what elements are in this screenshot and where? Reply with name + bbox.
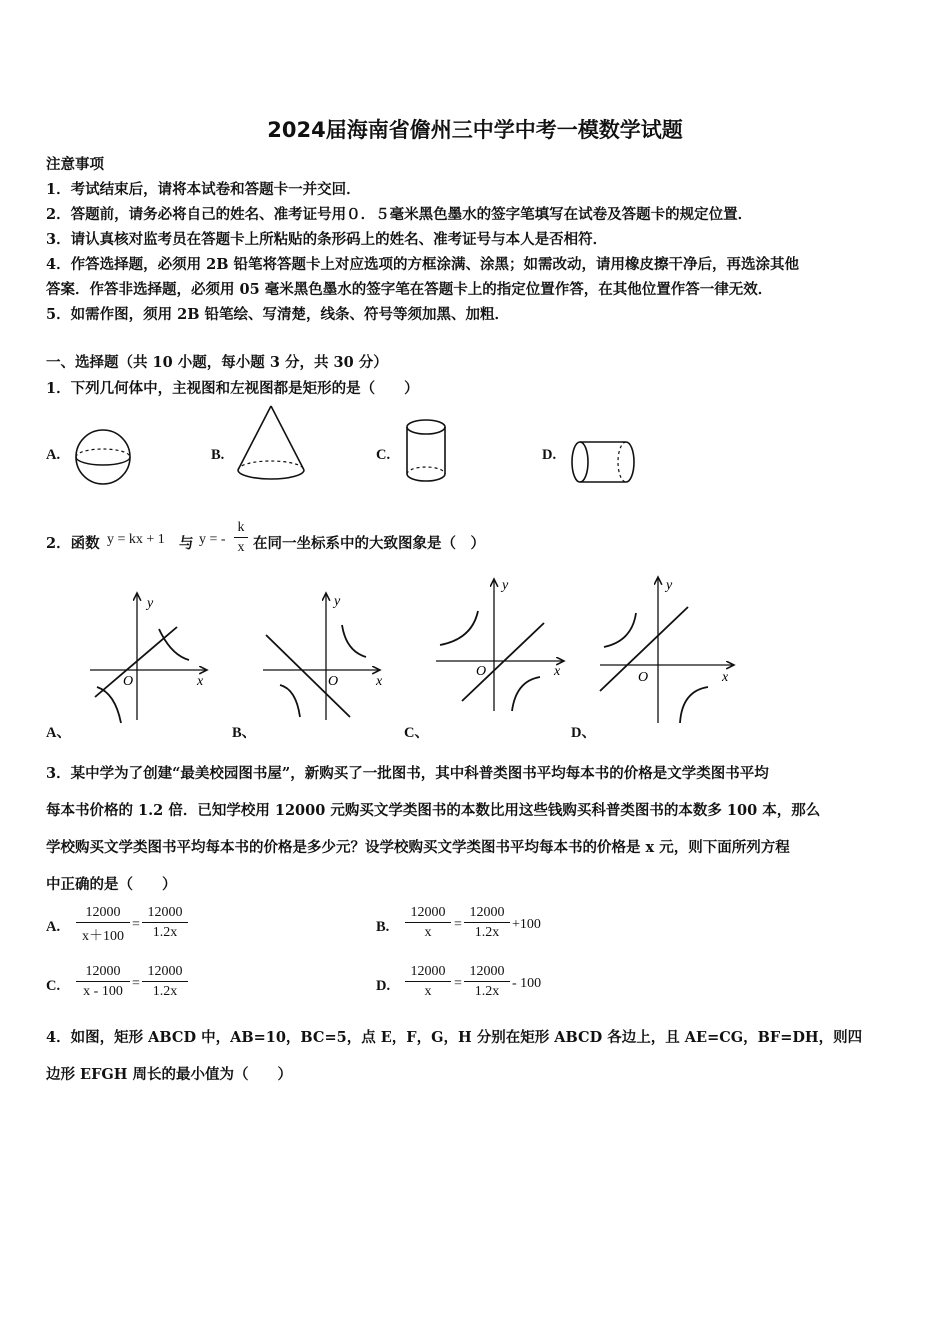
notice-heading: 注意事项: [46, 156, 104, 173]
notice-item-5: 5．如需作图，须用 2B 铅笔绘、写清楚，线条、符号等须加黑、加粗．: [46, 306, 510, 323]
q3c-n2: 12000: [147, 964, 183, 979]
q3d-tail: - 100: [512, 976, 542, 991]
q2b-y-label: y: [334, 594, 341, 609]
q1-option-a: A.: [46, 447, 61, 463]
q3b-d1: x: [405, 922, 451, 941]
notice-item-2: 2．答题前，请务必将自己的姓名、准考证号用０．５毫米黑色墨水的签字笔填写在试卷及答题卡的规定位置．: [46, 206, 753, 223]
q3-option-b: B.: [376, 919, 390, 935]
q3d-d2: 1.2x: [464, 981, 510, 1000]
lying-cylinder-icon: [570, 440, 638, 484]
q3a-fraction-left: [76, 905, 130, 945]
q3-line-3: 学校购买文学类图书平均每本书的价格是多少元？设学校购买文学类图书平均每本书的价格是 x 元，则下面所列方程: [46, 839, 790, 856]
q3c-d1: x - 100: [76, 981, 130, 1000]
q3b-tail: +100: [512, 917, 541, 932]
notice-item-3: 3．请认真核对监考员在答题卡上所粘贴的条形码上的姓名、准考证号与本人是否相符．: [46, 231, 608, 248]
page-title: 2024届海南省儋州三中学中考一模数学试题: [267, 118, 683, 142]
q2-option-d: D、: [571, 725, 596, 741]
q3a-fraction-right: [142, 905, 188, 941]
q3a-d1: x＋100: [76, 922, 130, 945]
q3a-equals: =: [132, 917, 140, 932]
q4-line-1: 4．如图，矩形 ABCD 中，AB=10，BC=5，点 E，F，G，H 分别在矩形 ABCD 各边上，且 AE=CG，BF=DH，则四: [46, 1029, 863, 1046]
q3d-fraction-right: [464, 964, 510, 1000]
q3-line-1: 3．某中学为了创建“最美校园图书屋”，新购买了一批图书，其中科普类图书平均每本书的价格是文学类图书平均: [46, 765, 769, 782]
q2-graph-a: [85, 585, 215, 725]
q3b-n2: 12000: [469, 905, 505, 920]
q3d-fraction-left: [405, 964, 451, 1000]
q2c-x-label: x: [554, 664, 561, 679]
section-heading: 一、选择题（共 10 小题，每小题 3 分，共 30 分）: [46, 354, 388, 371]
q3-option-a: A.: [46, 919, 61, 935]
q2d-y-label: y: [666, 578, 673, 593]
q4-line-2: 边形 EFGH 周长的最小值为（ ）: [46, 1066, 293, 1083]
q1-option-b: B.: [211, 447, 225, 463]
q2-graph-d: [596, 573, 741, 728]
q2-prefix: 2．函数: [46, 535, 100, 552]
q2c-y-label: y: [502, 578, 509, 593]
q1-stem: 1．下列几何体中，主视图和左视图都是矩形的是（ ）: [46, 380, 419, 397]
q2a-y-label: y: [147, 596, 154, 611]
q2-function-1: y = kx + 1: [107, 532, 165, 547]
q2-mid: 与: [179, 535, 194, 552]
q3c-equals: =: [132, 976, 140, 991]
cone-icon: [235, 404, 307, 484]
q3c-fraction-left: [76, 964, 130, 1000]
q2-fraction-numerator: k: [237, 520, 245, 535]
upright-cylinder-icon: [405, 418, 447, 484]
q2-fraction-k-over-x: [234, 520, 248, 556]
q1-option-c: C.: [376, 447, 391, 463]
q2d-x-label: x: [722, 670, 729, 685]
q3a-n2: 12000: [147, 905, 183, 920]
q3c-d2: 1.2x: [142, 981, 188, 1000]
q3b-equals: =: [454, 917, 462, 932]
notice-item-1: 1．考试结束后，请将本试卷和答题卡一并交回．: [46, 181, 361, 198]
q2-option-b: B、: [232, 725, 257, 741]
q2b-origin-label: O: [328, 674, 339, 689]
q3a-d2: 1.2x: [142, 922, 188, 941]
q3d-d1: x: [405, 981, 451, 1000]
q3-line-4: 中正确的是（ ）: [46, 876, 177, 893]
q2-function-2-lhs: y = -: [199, 532, 226, 547]
q3c-n1: 12000: [85, 964, 121, 979]
q2b-x-label: x: [376, 674, 383, 689]
q2-graph-b: [258, 585, 388, 725]
sphere-icon: [74, 428, 132, 486]
q3d-equals: =: [454, 976, 462, 991]
q3a-n1: 12000: [85, 905, 121, 920]
q2d-origin-label: O: [638, 670, 649, 685]
q3d-n2: 12000: [469, 964, 505, 979]
q2-option-c: C、: [404, 725, 429, 741]
q3b-d2: 1.2x: [464, 922, 510, 941]
q2-option-a: A、: [46, 725, 71, 741]
q3d-n1: 12000: [410, 964, 446, 979]
q3-line-2: 每本书价格的 1.2 倍．已知学校用 12000 元购买文学类图书的本数比用这些钱购买科普类图书的本数多 100 本，那么: [46, 802, 821, 819]
q2-suffix: 在同一坐标系中的大致图象是（ ）: [253, 535, 485, 552]
q2-fraction-denominator: x: [234, 537, 248, 556]
q1-option-d: D.: [542, 447, 557, 463]
q3b-fraction-right: [464, 905, 510, 941]
q2a-x-label: x: [197, 674, 204, 689]
q2a-origin-label: O: [123, 674, 134, 689]
q2-graph-c: [432, 573, 572, 713]
notice-item-4: 4．作答选择题，必须用 2B 铅笔将答题卡上对应选项的方框涂满、涂黑；如需改动，请用橡皮擦干净后，再选涂其他: [46, 256, 800, 273]
q3b-n1: 12000: [410, 905, 446, 920]
q3-option-c: C.: [46, 978, 61, 994]
q3b-fraction-left: [405, 905, 451, 941]
q3c-fraction-right: [142, 964, 188, 1000]
notice-item-4-cont: 答案．作答非选择题，必须用 05 毫米黑色墨水的签字笔在答题卡上的指定位置作答，在其他位置作答一律无效．: [46, 281, 773, 298]
q2c-origin-label: O: [476, 664, 487, 679]
q3-option-d: D.: [376, 978, 391, 994]
